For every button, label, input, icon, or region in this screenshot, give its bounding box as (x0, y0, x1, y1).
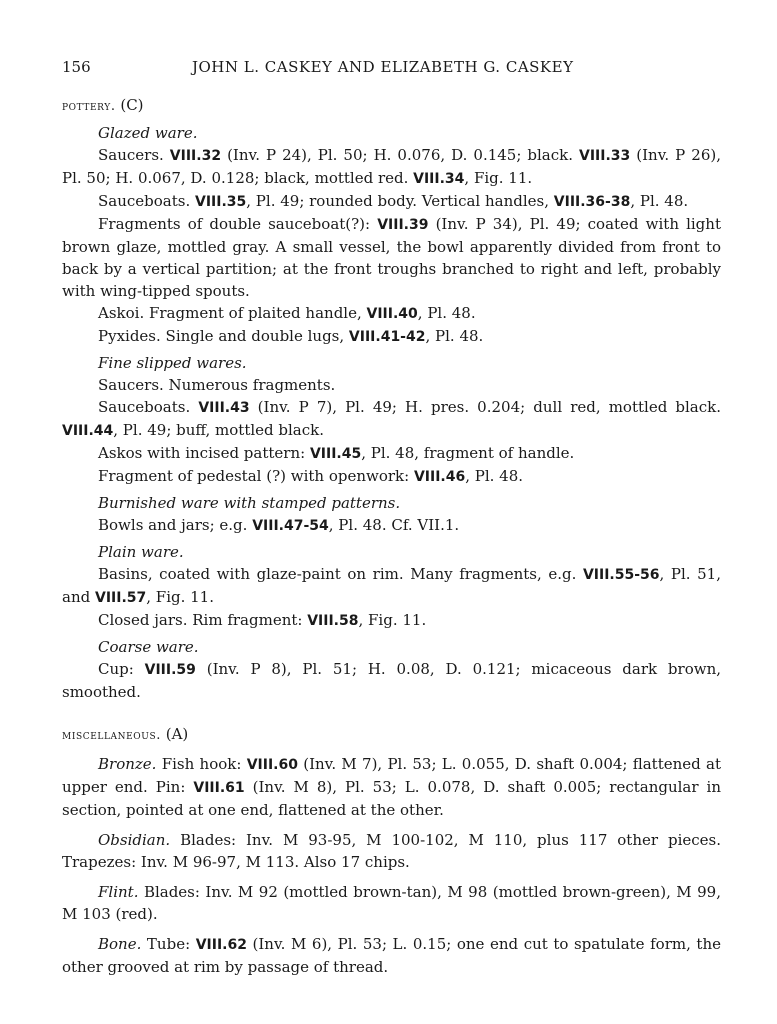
catalog-ref: VIII.33 (579, 148, 631, 164)
catalog-ref: VIII.47-54 (252, 518, 329, 534)
fine-sauceboats-entry: Sauceboats. VIII.43 (Inv. P 7), Pl. 49; H. pres. 0.204; dull red, mottled black. VIII.44, Pl. 49; buff, mottled black. (62, 398, 721, 439)
catalog-ref: VIII.44 (62, 423, 114, 439)
material-label: Bronze. (98, 755, 157, 773)
catalog-ref: VIII.60 (246, 757, 298, 773)
page-header (62, 58, 721, 88)
pottery-phase: (C) (120, 96, 144, 114)
miscellaneous-heading-label: miscellaneous. (62, 728, 161, 743)
pottery-heading (62, 94, 721, 118)
catalog-ref: VIII.61 (193, 780, 245, 796)
fine-slipped-heading: Fine slipped wares. (98, 354, 247, 372)
catalog-ref: VIII.40 (366, 306, 418, 322)
page (62, 58, 721, 986)
catalog-ref: VIII.34 (413, 171, 465, 187)
pottery-section (62, 94, 721, 703)
catalog-ref: VIII.35 (195, 194, 247, 210)
glazed-saucers-entry: Saucers. VIII.32 (Inv. P 24), Pl. 50; H. 0.076, D. 0.145; black. VIII.33 (Inv. P 26), Pl. 50; H. 0.067, D. 0.128; black, mottled red. VIII.34, Fig. 11. (62, 146, 721, 187)
catalog-ref: VIII.32 (169, 148, 222, 164)
fine-saucers-entry: Saucers. Numerous fragments. (98, 376, 336, 394)
pottery-heading-label: pottery. (62, 99, 116, 114)
catalog-ref: VIII.39 (377, 217, 429, 233)
coarse-ware-heading: Coarse ware. (98, 638, 199, 656)
bone-entry: Bone. Tube: VIII.62 (Inv. M 6), Pl. 53; L. 0.15; one end cut to spatulate form, the other grooved at rim by passage of thread. (62, 935, 721, 976)
bronze-entry: Bronze. Fish hook: VIII.60 (Inv. M 7), Pl. 53; L. 0.055, D. shaft 0.004; flattened at upper end. Pin: VIII.61 (Inv. M 8), Pl. 53; L. 0.078, D. shaft 0.005; rectangular in section, pointed at one end, flattened at the other. (62, 755, 721, 819)
catalog-ref: VIII.57 (94, 590, 147, 606)
catalog-ref: VIII.55-56 (582, 567, 660, 583)
flint-entry: Flint. Blades: Inv. M 92 (mottled brown-tan), M 98 (mottled brown-green), M 99, M 103 (red). (62, 883, 721, 923)
catalog-ref: VIII.41-42 (348, 329, 426, 345)
miscellaneous-heading (62, 723, 721, 747)
running-title: JOHN L. CASKEY AND ELIZABETH G. CASKEY (192, 58, 574, 76)
catalog-ref: VIII.45 (309, 446, 362, 462)
closed-jars-entry: Closed jars. Rim fragment: VIII.58, Fig. 11. (98, 611, 427, 629)
bowls-entry: Bowls and jars; e.g. VIII.47-54, Pl. 48. Cf. VII.1. (98, 516, 460, 534)
miscellaneous-phase: (A) (165, 725, 189, 743)
burnished-ware-heading: Burnished ware with stamped patterns. (98, 494, 401, 512)
catalog-ref: VIII.43 (198, 400, 250, 416)
plain-ware-heading: Plain ware. (98, 543, 184, 561)
askoi-entry: Askoi. Fragment of plaited handle, VIII.40, Pl. 48. (98, 304, 476, 322)
glazed-sauceboats-entry: Sauceboats. VIII.35, Pl. 49; rounded body. Vertical handles, VIII.36-38, Pl. 48. (98, 192, 689, 210)
catalog-ref: VIII.62 (195, 937, 247, 953)
basins-entry: Basins, coated with glaze-paint on rim. Many fragments, e.g. VIII.55-56, Pl. 51, and VIII.57, Fig. 11. (62, 565, 721, 606)
askos-entry: Askos with incised pattern: VIII.45, Pl. 48, fragment of handle. (98, 444, 575, 462)
catalog-ref: VIII.58 (307, 613, 359, 629)
page-number: 156 (62, 58, 91, 76)
material-label: Bone. (98, 935, 142, 953)
material-label: Obsidian. (98, 831, 171, 849)
catalog-ref: VIII.36-38 (553, 194, 631, 210)
material-label: Flint. (98, 883, 139, 901)
pedestal-entry: Fragment of pedestal (?) with openwork: VIII.46, Pl. 48. (98, 467, 524, 485)
obsidian-entry: Obsidian. Blades: Inv. M 93-95, M 100-102, M 110, plus 117 other pieces. Trapezes: Inv. M 96-97, M 113. Also 17 chips. (62, 831, 721, 871)
pyxides-entry: Pyxides. Single and double lugs, VIII.41-42, Pl. 48. (98, 327, 484, 345)
glazed-ware-heading: Glazed ware. (98, 124, 198, 142)
cup-entry: Cup: VIII.59 (Inv. P 8), Pl. 51; H. 0.08, D. 0.121; micaceous dark brown, smoothed. (62, 660, 721, 701)
catalog-ref: VIII.46 (413, 469, 466, 485)
miscellaneous-section (62, 723, 721, 978)
double-sauceboat-entry: Fragments of double sauceboat(?): VIII.39 (Inv. P 34), Pl. 49; coated with light brown glaze, mottled gray. A small vessel, the bowl apparently divided from front to back by a vertical partition; at the front troughs branched to right and left, probably with wing-tipped spouts. (62, 215, 721, 300)
catalog-ref: VIII.59 (144, 662, 196, 678)
